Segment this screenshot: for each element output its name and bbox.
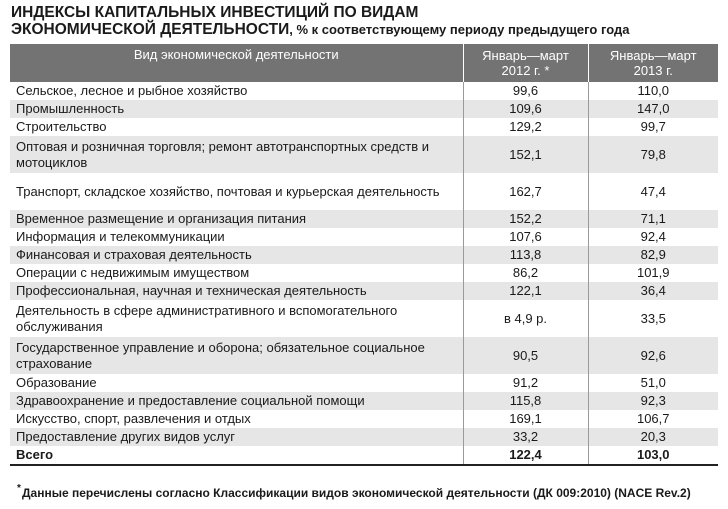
table-row [10, 246, 718, 264]
value-2013-cell: 101,9 [588, 264, 718, 282]
table-row [10, 300, 718, 337]
value-2012-cell: 99,6 [463, 82, 588, 100]
title-line-2-rest: , % к соответствующему периоду предыдущего года [289, 22, 630, 37]
table-header-row [10, 44, 718, 82]
title-line-2-bold: ЭКОНОМИЧЕСКОЙ ДЕЯТЕЛЬНОСТИ [11, 21, 290, 38]
value-2013-cell: 147,0 [588, 100, 718, 118]
activity-name-cell: Здравоохранение и предоставление социальной помощи [10, 392, 463, 410]
value-2013-cell: 92,3 [588, 392, 718, 410]
value-2013-cell: 82,9 [588, 246, 718, 264]
value-2013-cell: 20,3 [588, 428, 718, 446]
activity-name-cell: Финансовая и страховая деятельность [10, 246, 463, 264]
value-2012-cell: 91,2 [463, 374, 588, 392]
header-2013 [588, 44, 718, 82]
value-2013-cell: 106,7 [588, 410, 718, 428]
table-row [10, 82, 718, 100]
value-2013-cell: 110,0 [588, 82, 718, 100]
table-row [10, 337, 718, 374]
value-2012-cell: 109,6 [463, 100, 588, 118]
activity-name-cell: Временное размещение и организация питания [10, 210, 463, 228]
table-body [10, 82, 718, 465]
table-row [10, 282, 718, 300]
total-2012-cell: 122,4 [463, 446, 588, 465]
activity-name-cell: Сельское, лесное и рыбное хозяйство [10, 82, 463, 100]
activity-name-cell: Транспорт, складское хозяйство, почтовая и курьерская деятельность [10, 173, 463, 210]
table-row [10, 428, 718, 446]
table-row [10, 264, 718, 282]
value-2013-cell: 36,4 [588, 282, 718, 300]
value-2013-cell: 51,0 [588, 374, 718, 392]
table-row [10, 136, 718, 173]
value-2012-cell: 115,8 [463, 392, 588, 410]
value-2013-cell: 92,4 [588, 228, 718, 246]
table-row [10, 392, 718, 410]
value-2013-cell: 33,5 [588, 300, 718, 337]
activity-name-cell: Образование [10, 374, 463, 392]
footnote [17, 483, 691, 500]
header-2012-line-2: 2012 г. * [501, 63, 550, 78]
value-2012-cell: 152,2 [463, 210, 588, 228]
total-2013-cell: 103,0 [588, 446, 718, 465]
activity-name-cell: Профессиональная, научная и техническая деятельность [10, 282, 463, 300]
activity-name-cell: Деятельность в сфере административного и вспомогательного обслуживания [10, 300, 463, 337]
value-2012-cell: 122,1 [463, 282, 588, 300]
header-2013-line-2: 2013 г. [633, 63, 673, 78]
value-2013-cell: 99,7 [588, 118, 718, 136]
activity-name-cell: Предоставление других видов услуг [10, 428, 463, 446]
title-line-1: ИНДЕКСЫ КАПИТАЛЬНЫХ ИНВЕСТИЦИЙ ПО ВИДАМ [11, 4, 419, 21]
table-row [10, 374, 718, 392]
value-2012-cell: 152,1 [463, 136, 588, 173]
activity-name-cell: Искусство, спорт, развлечения и отдых [10, 410, 463, 428]
header-2012-line-1: Январь—март [482, 48, 569, 63]
value-2012-cell: 113,8 [463, 246, 588, 264]
footnote-marker: * [17, 483, 21, 494]
activity-name-cell: Информация и телекоммуникации [10, 228, 463, 246]
value-2012-cell: 86,2 [463, 264, 588, 282]
table-row [10, 100, 718, 118]
footnote-text: Данные перечислены согласно Классификации видов экономической деятельности (ДК 009:2010) (NACE Rev.2) [22, 486, 691, 500]
value-2013-cell: 92,6 [588, 337, 718, 374]
value-2012-cell: 169,1 [463, 410, 588, 428]
header-2012 [463, 44, 588, 82]
total-label-cell: Всего [10, 446, 463, 465]
value-2013-cell: 47,4 [588, 173, 718, 210]
value-2013-cell: 79,8 [588, 136, 718, 173]
page-title [11, 4, 629, 38]
header-activity: Вид экономической деятельности [10, 44, 463, 82]
value-2012-cell: 129,2 [463, 118, 588, 136]
activity-name-cell: Промышленность [10, 100, 463, 118]
table-row [10, 210, 718, 228]
investment-index-table [10, 44, 718, 466]
table-row [10, 173, 718, 210]
activity-name-cell: Оптовая и розничная торговля; ремонт автотранспортных средств и мотоциклов [10, 136, 463, 173]
table-row [10, 118, 718, 136]
table-row [10, 410, 718, 428]
header-2013-line-1: Январь—март [609, 48, 697, 63]
title-line-2 [11, 21, 629, 38]
value-2012-cell: в 4,9 р. [463, 300, 588, 337]
value-2013-cell: 71,1 [588, 210, 718, 228]
activity-name-cell: Строительство [10, 118, 463, 136]
activity-name-cell: Государственное управление и оборона; обязательное социальное страхование [10, 337, 463, 374]
value-2012-cell: 90,5 [463, 337, 588, 374]
value-2012-cell: 162,7 [463, 173, 588, 210]
activity-name-cell: Операции с недвижимым имуществом [10, 264, 463, 282]
value-2012-cell: 33,2 [463, 428, 588, 446]
total-row [10, 446, 718, 465]
value-2012-cell: 107,6 [463, 228, 588, 246]
table-row [10, 228, 718, 246]
